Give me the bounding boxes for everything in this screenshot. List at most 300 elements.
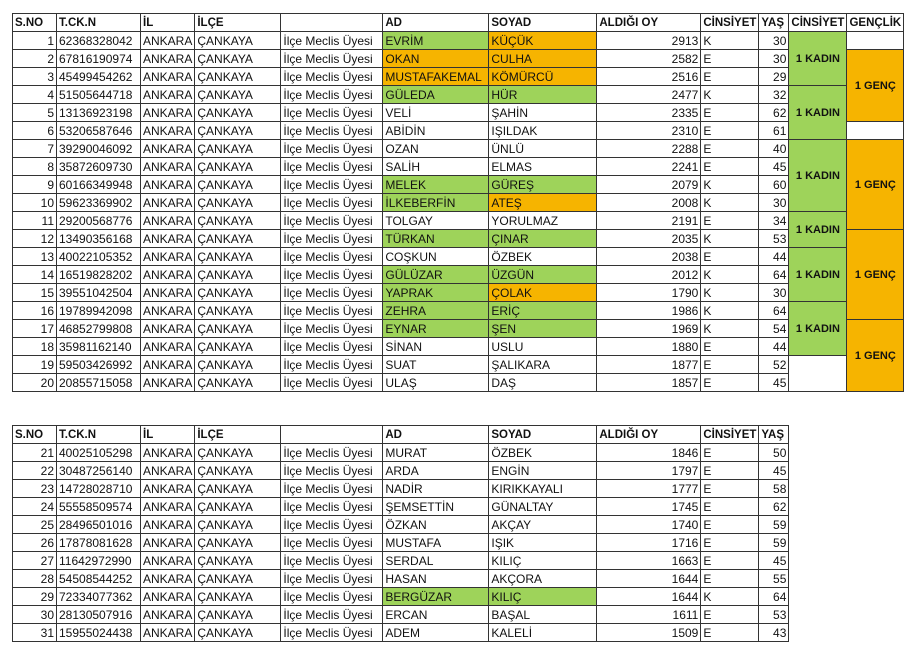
- cell-tckn: 13490356168: [57, 230, 141, 248]
- cell-ad: MUSTAFA: [383, 534, 489, 552]
- cell-soyad: ÖZBEK: [489, 248, 597, 266]
- cell-yas: 55: [759, 570, 789, 588]
- table-row: [13, 480, 789, 498]
- cell-ilce: ÇANKAYA: [195, 338, 281, 356]
- table-row: [13, 86, 904, 104]
- cell-il: ANKARA: [141, 248, 195, 266]
- cell-soyad: ENGİN: [489, 462, 597, 480]
- cell-ad: OKAN: [383, 50, 489, 68]
- cell-oy: 1611: [597, 606, 701, 624]
- cell-ilce: ÇANKAYA: [195, 462, 281, 480]
- table-row: [13, 266, 904, 284]
- cell-il: ANKARA: [141, 356, 195, 374]
- cell-cins: E: [701, 570, 759, 588]
- cell-oy: 2241: [597, 158, 701, 176]
- cell-soyad: ŞALIKARA: [489, 356, 597, 374]
- cell-yas: 45: [759, 374, 789, 392]
- column-header: YAŞ: [759, 426, 789, 444]
- cell-tckn: 28496501016: [57, 516, 141, 534]
- cell-gorev: İlçe Meclis Üyesi: [281, 230, 383, 248]
- cell-ilce: ÇANKAYA: [195, 122, 281, 140]
- cell-tckn: 40022105352: [57, 248, 141, 266]
- cell-tckn: 62368328042: [57, 32, 141, 50]
- cell-ad: EYNAR: [383, 320, 489, 338]
- cell-sno: 25: [13, 516, 57, 534]
- cell-gorev: İlçe Meclis Üyesi: [281, 480, 383, 498]
- cell-soyad: DAŞ: [489, 374, 597, 392]
- table-header-row: [13, 14, 904, 32]
- cell-tckn: 53206587646: [57, 122, 141, 140]
- table-row: [13, 212, 904, 230]
- column-header: İLÇE: [195, 426, 281, 444]
- cell-yas: 30: [759, 284, 789, 302]
- column-header: İLÇE: [195, 14, 281, 32]
- youth-quota-cell: 1 GENÇ: [847, 230, 904, 320]
- column-header: SOYAD: [489, 14, 597, 32]
- cell-cins: E: [701, 462, 759, 480]
- cell-soyad: ÖZBEK: [489, 444, 597, 462]
- cell-gorev: İlçe Meclis Üyesi: [281, 624, 383, 642]
- cell-ad: COŞKUN: [383, 248, 489, 266]
- cell-oy: 1716: [597, 534, 701, 552]
- cell-il: ANKARA: [141, 338, 195, 356]
- women-quota-cell: 1 KADIN: [789, 302, 847, 356]
- cell-il: ANKARA: [141, 516, 195, 534]
- cell-soyad: AKÇORA: [489, 570, 597, 588]
- cell-gorev: İlçe Meclis Üyesi: [281, 552, 383, 570]
- cell-ad: TOLGAY: [383, 212, 489, 230]
- cell-ilce: ÇANKAYA: [195, 356, 281, 374]
- table-header-row: [13, 426, 789, 444]
- cell-ilce: ÇANKAYA: [195, 480, 281, 498]
- cell-ilce: ÇANKAYA: [195, 266, 281, 284]
- table-row: [13, 230, 904, 248]
- cell-cins: K: [701, 176, 759, 194]
- cell-tckn: 20855715058: [57, 374, 141, 392]
- cell-oy: 2310: [597, 122, 701, 140]
- cell-gorev: İlçe Meclis Üyesi: [281, 284, 383, 302]
- cell-gorev: İlçe Meclis Üyesi: [281, 302, 383, 320]
- cell-il: ANKARA: [141, 230, 195, 248]
- cell-sno: 6: [13, 122, 57, 140]
- cell-yas: 30: [759, 32, 789, 50]
- cell-gorev: İlçe Meclis Üyesi: [281, 50, 383, 68]
- cell-ad: MURAT: [383, 444, 489, 462]
- cell-sno: 27: [13, 552, 57, 570]
- table-row: [13, 68, 904, 86]
- cell-cins: K: [701, 588, 759, 606]
- cell-yas: 64: [759, 266, 789, 284]
- column-header: AD: [383, 14, 489, 32]
- women-quota-cell: 1 KADIN: [789, 86, 847, 140]
- cell-oy: 2477: [597, 86, 701, 104]
- cell-cins: E: [701, 444, 759, 462]
- cell-gorev: İlçe Meclis Üyesi: [281, 588, 383, 606]
- cell-gorev: İlçe Meclis Üyesi: [281, 176, 383, 194]
- cell-ilce: ÇANKAYA: [195, 230, 281, 248]
- cell-gorev: İlçe Meclis Üyesi: [281, 320, 383, 338]
- cell-ilce: ÇANKAYA: [195, 158, 281, 176]
- candidate-table-1: [12, 13, 904, 392]
- cell-yas: 40: [759, 140, 789, 158]
- cell-il: ANKARA: [141, 176, 195, 194]
- cell-cins: E: [701, 248, 759, 266]
- cell-ad: ZEHRA: [383, 302, 489, 320]
- cell-sno: 30: [13, 606, 57, 624]
- cell-ad: TÜRKAN: [383, 230, 489, 248]
- cell-gorev: İlçe Meclis Üyesi: [281, 104, 383, 122]
- cell-sno: 8: [13, 158, 57, 176]
- column-header: CİNSİYET: [789, 14, 847, 32]
- cell-oy: 2288: [597, 140, 701, 158]
- cell-tckn: 35981162140: [57, 338, 141, 356]
- cell-ilce: ÇANKAYA: [195, 624, 281, 642]
- cell-soyad: IŞILDAK: [489, 122, 597, 140]
- column-header: T.CK.N: [57, 14, 141, 32]
- cell-tckn: 13136923198: [57, 104, 141, 122]
- cell-ad: ÖZKAN: [383, 516, 489, 534]
- cell-il: ANKARA: [141, 588, 195, 606]
- cell-soyad: KILIÇ: [489, 552, 597, 570]
- cell-gorev: İlçe Meclis Üyesi: [281, 122, 383, 140]
- cell-soyad: ÜNLÜ: [489, 140, 597, 158]
- cell-ad: ERCAN: [383, 606, 489, 624]
- youth-quota-cell: 1 GENÇ: [847, 50, 904, 122]
- column-header: SOYAD: [489, 426, 597, 444]
- column-header: S.NO: [13, 14, 57, 32]
- cell-tckn: 35872609730: [57, 158, 141, 176]
- cell-oy: 2035: [597, 230, 701, 248]
- cell-gorev: İlçe Meclis Üyesi: [281, 606, 383, 624]
- women-quota-cell: 1 KADIN: [789, 212, 847, 248]
- cell-il: ANKARA: [141, 480, 195, 498]
- cell-il: ANKARA: [141, 104, 195, 122]
- cell-yas: 34: [759, 212, 789, 230]
- table-row: [13, 140, 904, 158]
- women-quota-cell: 1 KADIN: [789, 32, 847, 86]
- cell-yas: 45: [759, 158, 789, 176]
- cell-yas: 60: [759, 176, 789, 194]
- column-header: ALDIĞI OY: [597, 426, 701, 444]
- women-quota-cell: [789, 356, 847, 392]
- cell-sno: 1: [13, 32, 57, 50]
- cell-soyad: ÇINAR: [489, 230, 597, 248]
- table-row: [13, 516, 789, 534]
- cell-oy: 1880: [597, 338, 701, 356]
- cell-gorev: İlçe Meclis Üyesi: [281, 266, 383, 284]
- cell-oy: 2516: [597, 68, 701, 86]
- cell-soyad: KÖMÜRCÜ: [489, 68, 597, 86]
- cell-il: ANKARA: [141, 266, 195, 284]
- cell-ilce: ÇANKAYA: [195, 606, 281, 624]
- cell-ilce: ÇANKAYA: [195, 50, 281, 68]
- cell-sno: 18: [13, 338, 57, 356]
- cell-soyad: HÜR: [489, 86, 597, 104]
- youth-quota-cell: [847, 32, 904, 50]
- cell-sno: 24: [13, 498, 57, 516]
- cell-ad: ARDA: [383, 462, 489, 480]
- cell-sno: 9: [13, 176, 57, 194]
- table-row: [13, 606, 789, 624]
- cell-ilce: ÇANKAYA: [195, 140, 281, 158]
- cell-yas: 45: [759, 462, 789, 480]
- cell-ilce: ÇANKAYA: [195, 32, 281, 50]
- cell-gorev: İlçe Meclis Üyesi: [281, 32, 383, 50]
- cell-cins: E: [701, 338, 759, 356]
- cell-soyad: BAŞAL: [489, 606, 597, 624]
- column-header: [281, 14, 383, 32]
- cell-tckn: 28130507916: [57, 606, 141, 624]
- cell-oy: 2913: [597, 32, 701, 50]
- cell-yas: 64: [759, 588, 789, 606]
- cell-cins: E: [701, 140, 759, 158]
- cell-yas: 53: [759, 230, 789, 248]
- cell-yas: 29: [759, 68, 789, 86]
- cell-tckn: 59623369902: [57, 194, 141, 212]
- cell-yas: 59: [759, 516, 789, 534]
- table-row: [13, 50, 904, 68]
- cell-oy: 1797: [597, 462, 701, 480]
- cell-cins: E: [701, 374, 759, 392]
- cell-cins: K: [701, 284, 759, 302]
- cell-cins: K: [701, 32, 759, 50]
- cell-yas: 58: [759, 480, 789, 498]
- cell-cins: K: [701, 266, 759, 284]
- table-row: [13, 624, 789, 642]
- cell-sno: 22: [13, 462, 57, 480]
- cell-sno: 5: [13, 104, 57, 122]
- table-row: [13, 194, 904, 212]
- cell-il: ANKARA: [141, 534, 195, 552]
- table-row: [13, 176, 904, 194]
- column-header: T.CK.N: [57, 426, 141, 444]
- table-row: [13, 534, 789, 552]
- table-row: [13, 104, 904, 122]
- cell-gorev: İlçe Meclis Üyesi: [281, 248, 383, 266]
- cell-ilce: ÇANKAYA: [195, 516, 281, 534]
- cell-ad: MUSTAFAKEMAL: [383, 68, 489, 86]
- cell-ad: VELİ: [383, 104, 489, 122]
- table-row: [13, 158, 904, 176]
- cell-oy: 1509: [597, 624, 701, 642]
- cell-yas: 30: [759, 50, 789, 68]
- cell-tckn: 39551042504: [57, 284, 141, 302]
- cell-soyad: KALELİ: [489, 624, 597, 642]
- cell-il: ANKARA: [141, 32, 195, 50]
- cell-soyad: IŞIK: [489, 534, 597, 552]
- cell-yas: 61: [759, 122, 789, 140]
- cell-sno: 28: [13, 570, 57, 588]
- cell-sno: 10: [13, 194, 57, 212]
- cell-ilce: ÇANKAYA: [195, 86, 281, 104]
- cell-oy: 1644: [597, 570, 701, 588]
- table-row: [13, 462, 789, 480]
- cell-cins: K: [701, 320, 759, 338]
- cell-tckn: 60166349948: [57, 176, 141, 194]
- cell-tckn: 39290046092: [57, 140, 141, 158]
- cell-sno: 2: [13, 50, 57, 68]
- cell-soyad: ŞAHİN: [489, 104, 597, 122]
- cell-tckn: 14728028710: [57, 480, 141, 498]
- cell-sno: 17: [13, 320, 57, 338]
- cell-oy: 2038: [597, 248, 701, 266]
- cell-sno: 13: [13, 248, 57, 266]
- cell-soyad: AKÇAY: [489, 516, 597, 534]
- cell-ad: SUAT: [383, 356, 489, 374]
- cell-soyad: ELMAS: [489, 158, 597, 176]
- cell-sno: 4: [13, 86, 57, 104]
- cell-ilce: ÇANKAYA: [195, 588, 281, 606]
- cell-gorev: İlçe Meclis Üyesi: [281, 194, 383, 212]
- cell-ad: ŞEMSETTİN: [383, 498, 489, 516]
- cell-oy: 2079: [597, 176, 701, 194]
- cell-cins: E: [701, 534, 759, 552]
- cell-il: ANKARA: [141, 212, 195, 230]
- cell-yas: 45: [759, 552, 789, 570]
- cell-tckn: 55558509574: [57, 498, 141, 516]
- cell-gorev: İlçe Meclis Üyesi: [281, 516, 383, 534]
- cell-tckn: 46852799808: [57, 320, 141, 338]
- cell-il: ANKARA: [141, 498, 195, 516]
- cell-soyad: ÜZGÜN: [489, 266, 597, 284]
- cell-ilce: ÇANKAYA: [195, 374, 281, 392]
- cell-ilce: ÇANKAYA: [195, 444, 281, 462]
- cell-cins: E: [701, 50, 759, 68]
- cell-ilce: ÇANKAYA: [195, 302, 281, 320]
- cell-cins: K: [701, 86, 759, 104]
- table-row: [13, 302, 904, 320]
- cell-ad: GÜLEDA: [383, 86, 489, 104]
- cell-il: ANKARA: [141, 606, 195, 624]
- cell-il: ANKARA: [141, 302, 195, 320]
- cell-il: ANKARA: [141, 122, 195, 140]
- cell-oy: 1790: [597, 284, 701, 302]
- cell-yas: 54: [759, 320, 789, 338]
- cell-ilce: ÇANKAYA: [195, 570, 281, 588]
- cell-sno: 29: [13, 588, 57, 606]
- cell-yas: 44: [759, 248, 789, 266]
- cell-oy: 2191: [597, 212, 701, 230]
- column-header: [281, 426, 383, 444]
- column-header: YAŞ: [759, 14, 789, 32]
- table-row: [13, 552, 789, 570]
- cell-tckn: 11642972990: [57, 552, 141, 570]
- cell-gorev: İlçe Meclis Üyesi: [281, 86, 383, 104]
- cell-sno: 12: [13, 230, 57, 248]
- column-header: GENÇLİK: [847, 14, 904, 32]
- cell-ad: ADEM: [383, 624, 489, 642]
- cell-ad: İLKEBERFİN: [383, 194, 489, 212]
- cell-oy: 1986: [597, 302, 701, 320]
- cell-il: ANKARA: [141, 624, 195, 642]
- cell-tckn: 59503426992: [57, 356, 141, 374]
- cell-ilce: ÇANKAYA: [195, 194, 281, 212]
- cell-gorev: İlçe Meclis Üyesi: [281, 374, 383, 392]
- table-row: [13, 32, 904, 50]
- cell-gorev: İlçe Meclis Üyesi: [281, 68, 383, 86]
- cell-oy: 1740: [597, 516, 701, 534]
- cell-yas: 64: [759, 302, 789, 320]
- table-row: [13, 444, 789, 462]
- column-header: İL: [141, 14, 195, 32]
- cell-soyad: CULHA: [489, 50, 597, 68]
- cell-sno: 7: [13, 140, 57, 158]
- column-header: İL: [141, 426, 195, 444]
- cell-gorev: İlçe Meclis Üyesi: [281, 570, 383, 588]
- cell-gorev: İlçe Meclis Üyesi: [281, 462, 383, 480]
- table-row: [13, 374, 904, 392]
- cell-ad: EVRİM: [383, 32, 489, 50]
- cell-gorev: İlçe Meclis Üyesi: [281, 534, 383, 552]
- cell-cins: E: [701, 480, 759, 498]
- cell-oy: 1877: [597, 356, 701, 374]
- cell-oy: 1745: [597, 498, 701, 516]
- cell-cins: E: [701, 68, 759, 86]
- cell-ad: SALİH: [383, 158, 489, 176]
- cell-il: ANKARA: [141, 194, 195, 212]
- cell-ad: NADİR: [383, 480, 489, 498]
- table-row: [13, 356, 904, 374]
- cell-sno: 26: [13, 534, 57, 552]
- cell-ad: OZAN: [383, 140, 489, 158]
- cell-sno: 21: [13, 444, 57, 462]
- cell-cins: K: [701, 302, 759, 320]
- cell-oy: 2335: [597, 104, 701, 122]
- cell-ad: BERGÜZAR: [383, 588, 489, 606]
- cell-tckn: 19789942098: [57, 302, 141, 320]
- cell-gorev: İlçe Meclis Üyesi: [281, 140, 383, 158]
- cell-il: ANKARA: [141, 68, 195, 86]
- cell-soyad: GÜREŞ: [489, 176, 597, 194]
- women-quota-cell: 1 KADIN: [789, 248, 847, 302]
- cell-il: ANKARA: [141, 50, 195, 68]
- cell-sno: 23: [13, 480, 57, 498]
- cell-cins: E: [701, 606, 759, 624]
- cell-ilce: ÇANKAYA: [195, 212, 281, 230]
- cell-ilce: ÇANKAYA: [195, 176, 281, 194]
- cell-sno: 20: [13, 374, 57, 392]
- cell-sno: 3: [13, 68, 57, 86]
- cell-tckn: 51505644718: [57, 86, 141, 104]
- cell-il: ANKARA: [141, 140, 195, 158]
- cell-ilce: ÇANKAYA: [195, 104, 281, 122]
- cell-cins: E: [701, 122, 759, 140]
- cell-sno: 19: [13, 356, 57, 374]
- cell-soyad: GÜNALTAY: [489, 498, 597, 516]
- cell-oy: 2582: [597, 50, 701, 68]
- cell-il: ANKARA: [141, 462, 195, 480]
- cell-sno: 16: [13, 302, 57, 320]
- cell-yas: 62: [759, 498, 789, 516]
- cell-cins: E: [701, 498, 759, 516]
- cell-tckn: 16519828202: [57, 266, 141, 284]
- cell-ilce: ÇANKAYA: [195, 534, 281, 552]
- cell-ad: ULAŞ: [383, 374, 489, 392]
- cell-soyad: YORULMAZ: [489, 212, 597, 230]
- cell-oy: 1663: [597, 552, 701, 570]
- cell-il: ANKARA: [141, 284, 195, 302]
- youth-quota-cell: [847, 122, 904, 140]
- cell-oy: 1846: [597, 444, 701, 462]
- cell-tckn: 40025105298: [57, 444, 141, 462]
- column-header: CİNSİYET: [701, 14, 759, 32]
- youth-quota-cell: 1 GENÇ: [847, 320, 904, 392]
- cell-cins: E: [701, 552, 759, 570]
- cell-yas: 32: [759, 86, 789, 104]
- cell-soyad: KILIÇ: [489, 588, 597, 606]
- cell-il: ANKARA: [141, 86, 195, 104]
- cell-yas: 52: [759, 356, 789, 374]
